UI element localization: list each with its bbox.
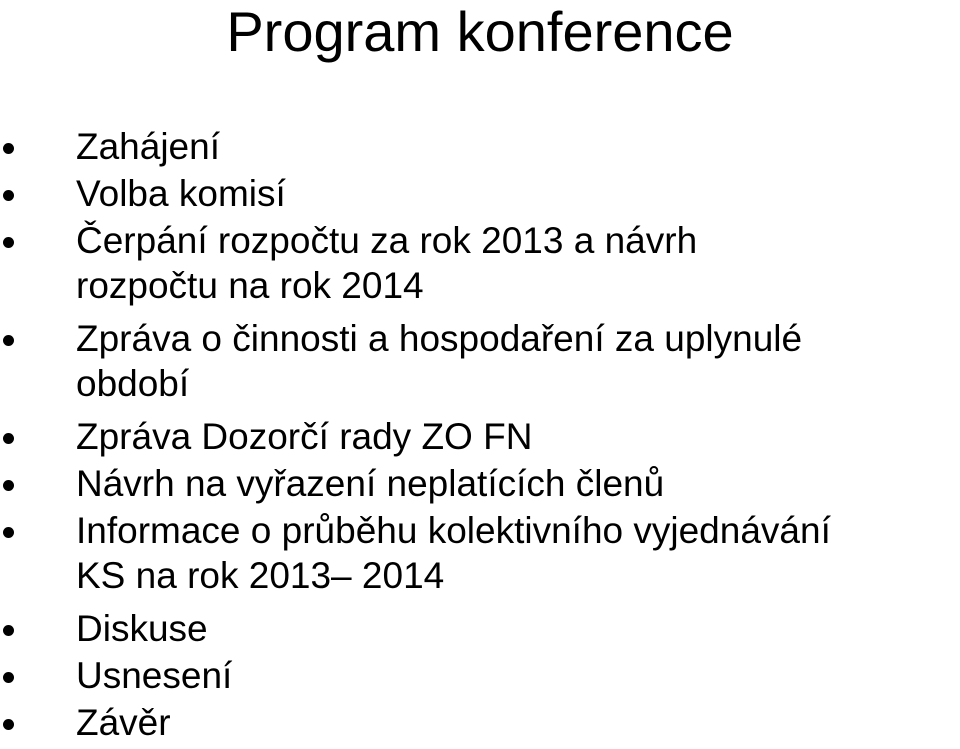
- agenda-item: [0, 653, 960, 698]
- bullet-icon: [3, 672, 14, 683]
- agenda-item: [0, 700, 960, 745]
- bullet-icon: [3, 527, 14, 538]
- bullet-icon: [3, 719, 14, 730]
- agenda-item: [0, 316, 960, 406]
- bullet-icon: [3, 625, 14, 636]
- agenda-item-text: Informace o průběhu kolektivního vyjednávání: [76, 510, 831, 551]
- bullet-icon: [3, 480, 14, 491]
- agenda-item-text: Čerpání rozpočtu za rok 2013 a návrh: [76, 220, 698, 261]
- agenda-item: [0, 124, 960, 169]
- agenda-item-text: Usnesení: [76, 655, 233, 696]
- bullet-icon: [3, 433, 14, 444]
- agenda-item-text: Zahájení: [76, 126, 220, 167]
- bullet-icon: [3, 335, 14, 346]
- agenda-item-text: Závěr: [76, 702, 171, 743]
- agenda-item: [0, 508, 960, 598]
- agenda-item-text: Návrh na vyřazení neplatících členů: [76, 463, 665, 504]
- agenda-item: [0, 414, 960, 459]
- bullet-icon: [3, 237, 14, 248]
- agenda-item-text: Zpráva Dozorčí rady ZO FN: [76, 416, 533, 457]
- agenda-item-text: Diskuse: [76, 608, 208, 649]
- agenda-item-text: Volba komisí: [76, 173, 286, 214]
- bullet-icon: [3, 190, 14, 201]
- agenda-item: [0, 218, 960, 308]
- bullet-icon: [3, 143, 14, 154]
- slide-title: Program konference: [226, 0, 734, 63]
- agenda-item-text-continued: období: [76, 363, 190, 404]
- agenda-list: [0, 124, 960, 747]
- agenda-item-text: Zpráva o činnosti a hospodaření za uplynulé: [76, 318, 803, 359]
- agenda-item-text-continued: KS na rok 2013– 2014: [76, 555, 445, 596]
- agenda-item: [0, 461, 960, 506]
- agenda-item: [0, 171, 960, 216]
- agenda-item: [0, 606, 960, 651]
- agenda-item-text-continued: rozpočtu na rok 2014: [76, 265, 424, 306]
